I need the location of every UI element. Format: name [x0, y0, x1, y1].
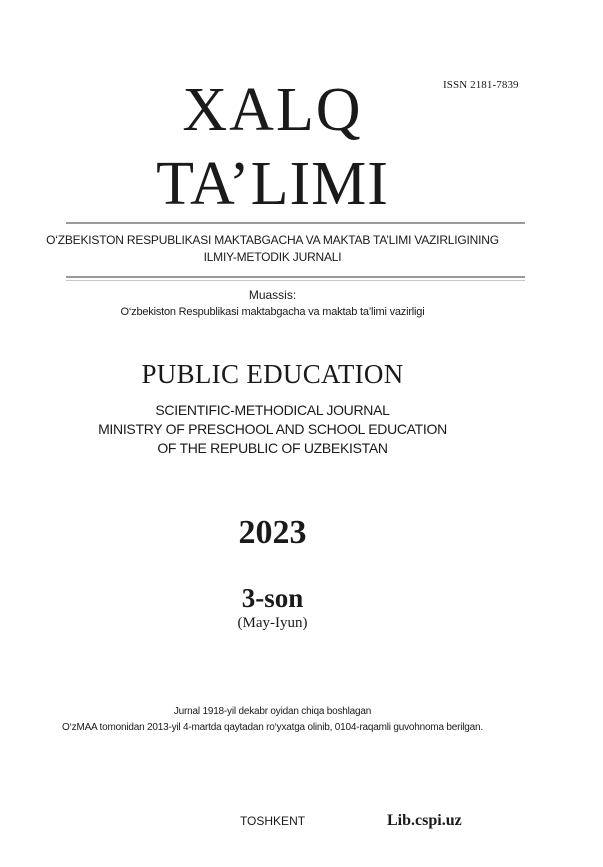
ministry-line-2: ILMIY-METODIK JURNALI	[203, 250, 342, 264]
history-note-1: Jurnal 1918-yil dekabr oyidan chiqa boshlagan	[173, 706, 372, 717]
divider-top	[66, 222, 525, 224]
english-subtitle-1: SCIENTIFIC-METHODICAL JOURNAL	[155, 402, 390, 418]
english-subtitle-3: OF THE REPUBLIC OF UZBEKISTAN	[157, 440, 388, 456]
founder-label: Muassis:	[248, 288, 297, 302]
founder-name: O‘zbekiston Respublikasi maktabgacha va maktab ta’limi vazirligi	[120, 306, 425, 318]
issue-number: 3-son	[241, 583, 304, 613]
journal-title-line-1: XALQ	[182, 76, 363, 144]
publication-year: 2023	[238, 514, 307, 551]
english-title: PUBLIC EDUCATION	[141, 359, 404, 389]
issn-number: ISSN 2181-7839	[443, 79, 519, 91]
site-watermark: Lib.cspi.uz	[387, 812, 462, 829]
ministry-line-1: O‘ZBEKISTON RESPUBLIKASI MAKTABGACHA VA MAKTAB TA’LIMI VAZIRLIGINING	[46, 233, 499, 247]
history-note-2: O‘zMAA tomonidan 2013-yil 4-martda qaytadan ro‘yxatga olinib, 0104-raqamli guvohnoma berilgan.	[62, 722, 483, 733]
journal-title-line-2: TA’LIMI	[156, 150, 389, 218]
divider-bottom-thin	[66, 280, 525, 281]
city-name: TOSHKENT	[239, 814, 306, 828]
issue-months: (May-Iyun)	[237, 615, 308, 631]
english-subtitle-2: MINISTRY OF PRESCHOOL AND SCHOOL EDUCATION	[98, 421, 447, 437]
divider-bottom	[66, 276, 525, 278]
